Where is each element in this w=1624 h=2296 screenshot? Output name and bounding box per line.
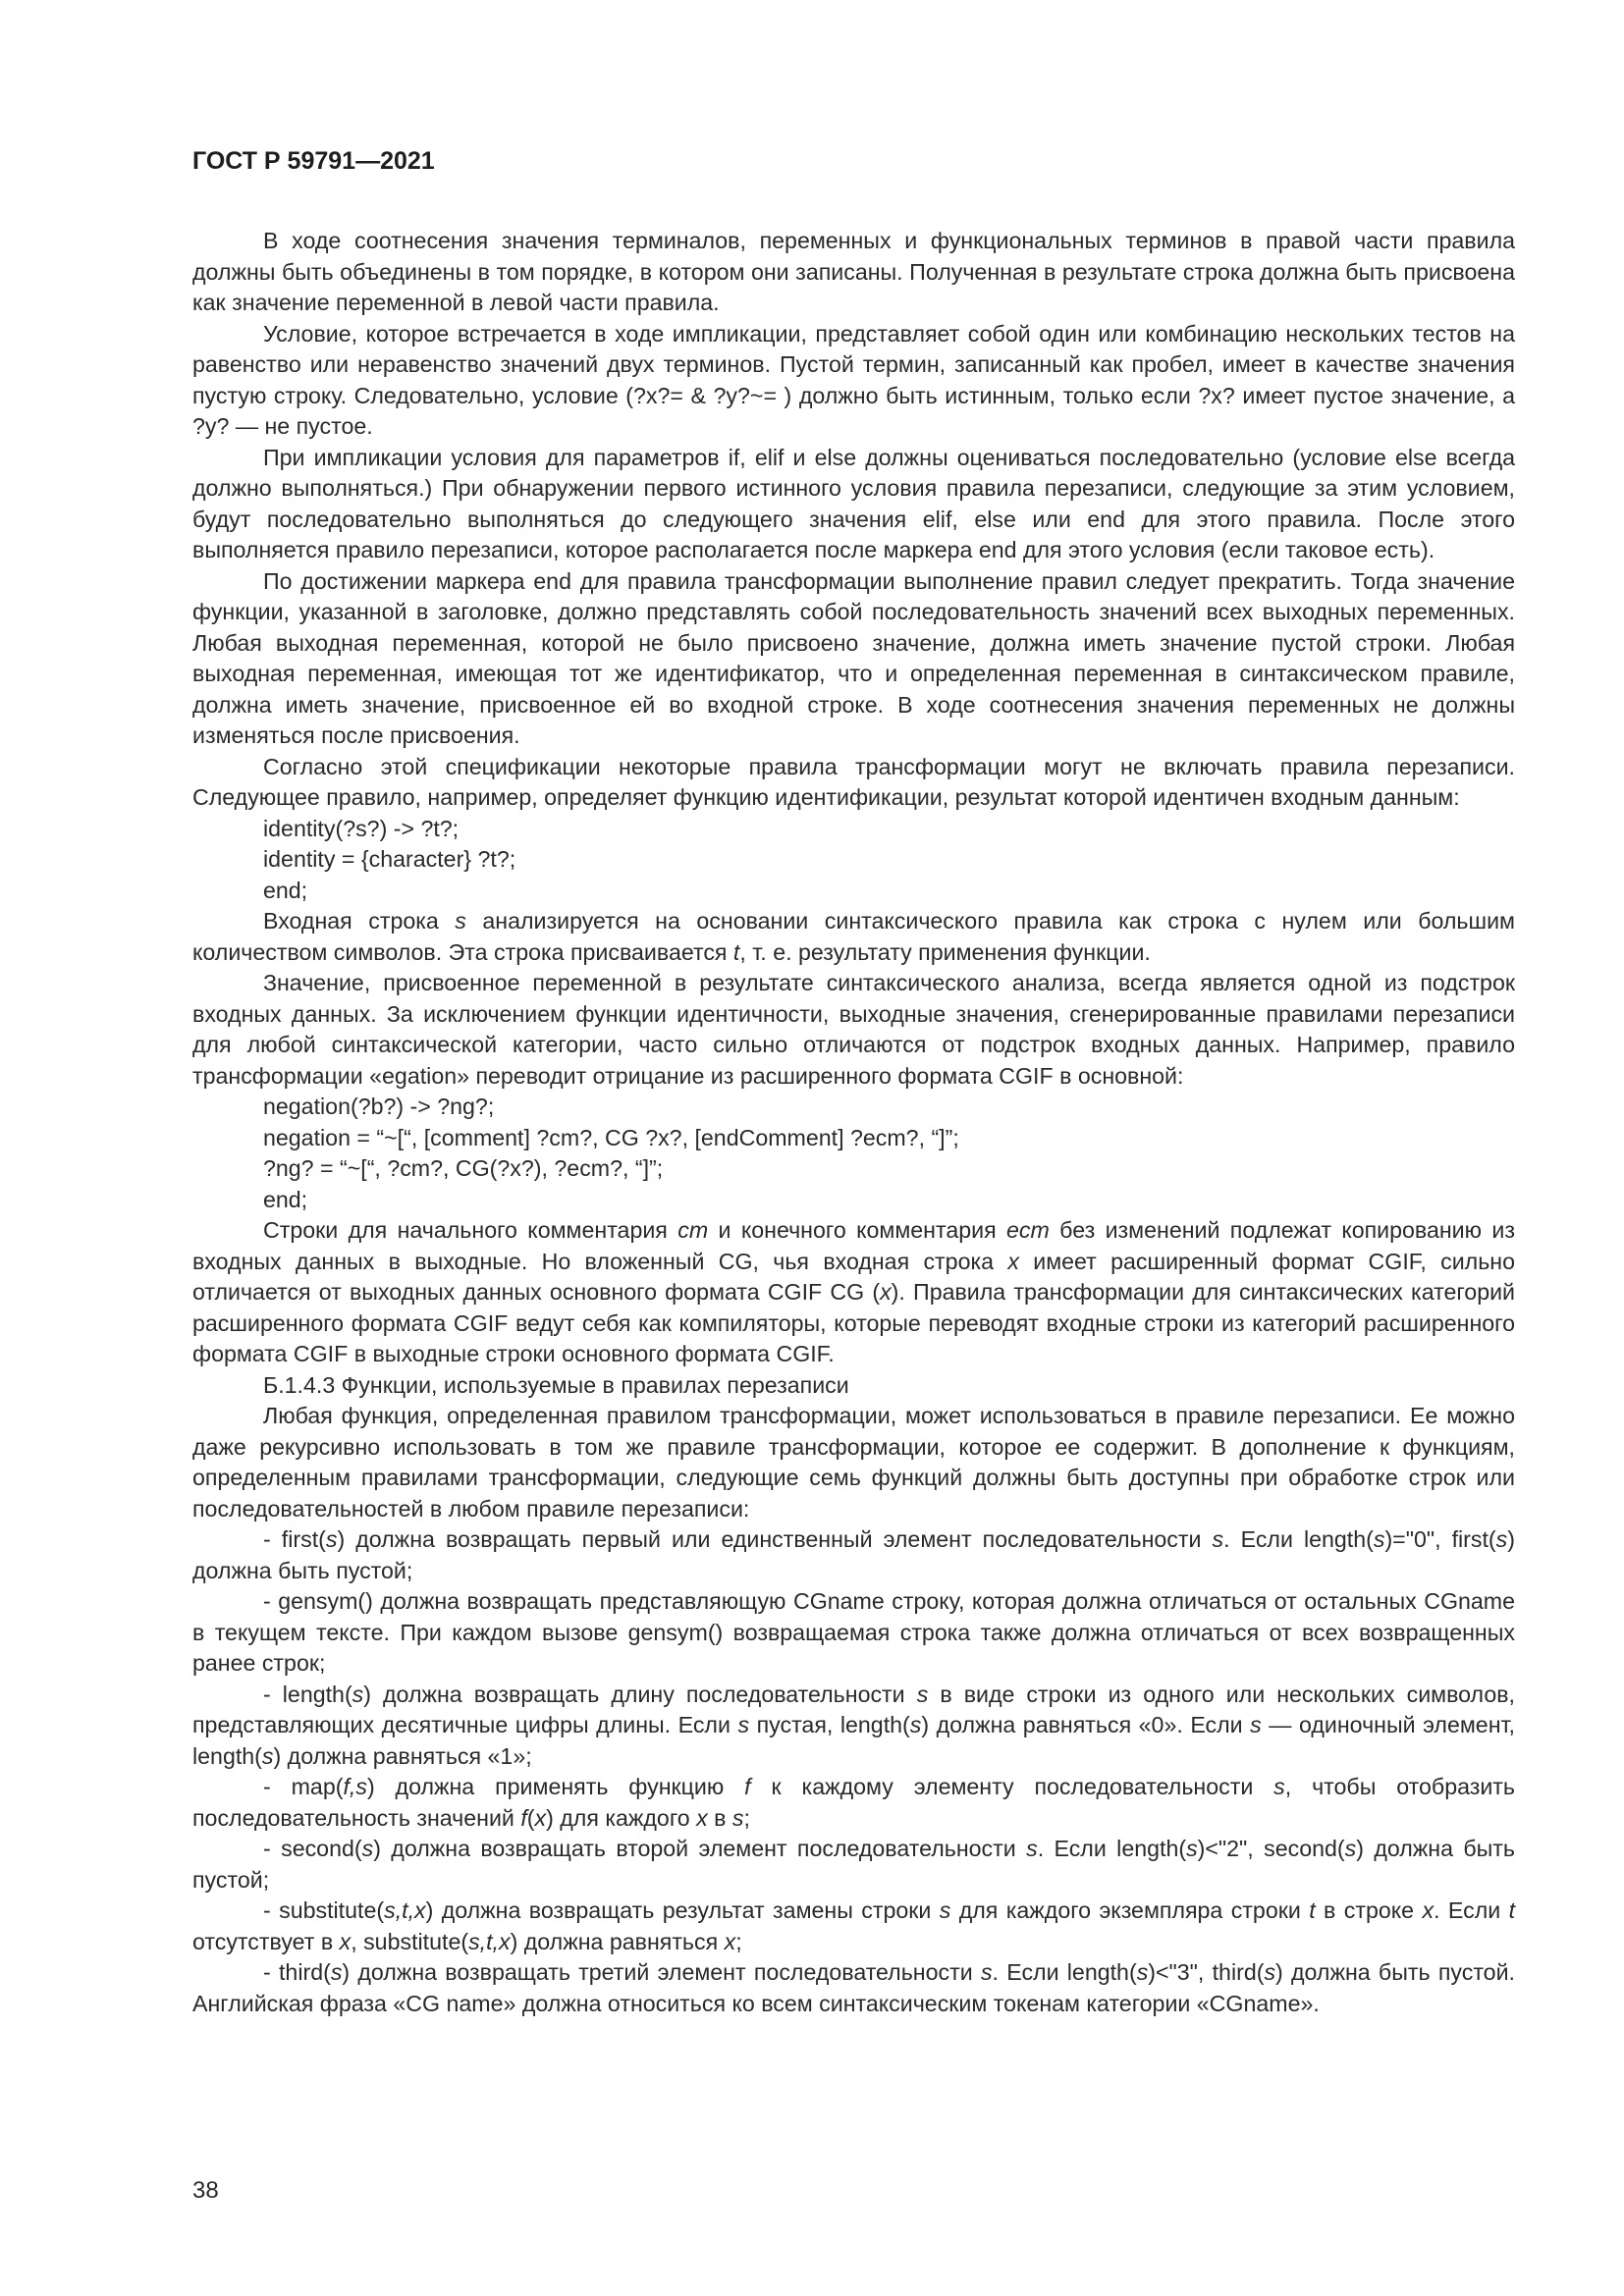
code-line: negation(?b?) -> ?ng?; <box>263 1094 495 1119</box>
paragraph: Условие, которое встречается в ходе импликации, представляет собой один или комбинацию нескольких тестов на равенство или неравенство значений двух терминов. Пустой термин, записанный как пробел, имеет в качестве значения пустую строку. Следовательно, условие (?x?= & ?y?~= ) должно быть истинным, только если ?x? имеет пустое значение, а ?y? — не пустое. <box>192 320 1515 439</box>
code-line: end; <box>263 1186 308 1212</box>
paragraph: Строки для начального комментария cm и конечного комментария ecm без изменений подлежат копированию из входных данных в выходные. Но вложенный CG, чья входная строка x имеет расширенный формат CGIF, сильно отличается от выходных данных основного формата CGIF CG (x). Правила трансформации для синтаксических категорий расширенного формата CGIF ведут себя как компиляторы, которые переводят входные строки из категорий расширенного формата CGIF в выходные строки основного формата CGIF. <box>192 1217 1515 1366</box>
code-line: end; <box>263 877 308 903</box>
section-heading: Б.1.4.3 Функции, используемые в правилах перезаписи <box>263 1371 849 1398</box>
document-header: ГОСТ Р 59791—2021 <box>192 147 435 175</box>
paragraph: Значение, присвоенное переменной в результате синтаксического анализа, всегда является одной из подстрок входных данных. За исключением функции идентичности, выходные значения, сгенерированные правилами перезаписи для любой синтаксической категории, часто сильно отличаются от подстрок входных данных. Например, правило трансформации «egation» переводит отрицание из расширенного формата CGIF в основной: <box>192 970 1515 1089</box>
paragraph: Согласно этой спецификации некоторые правила трансформации могут не включать правила перезаписи. Следующее правило, например, определяет функцию идентификации, результат которой идентичен входным данным: <box>192 753 1515 810</box>
code-line: negation = “~[“, [comment] ?cm?, CG ?x?, [endComment] ?ecm?, “]”; <box>263 1124 959 1150</box>
list-item: - first(s) должна возвращать первый или единственный элемент последовательности s. Если length(s)="0", first(s) должна быть пустой; <box>192 1526 1515 1583</box>
list-item: - substitute(s,t,x) должна возвращать результат замены строки s для каждого экземпляра строки t в строке x. Если t отсутствует в x, substitute(s,t,x) должна равняться x; <box>192 1897 1516 1954</box>
page-body <box>192 226 1515 2019</box>
code-line: ?ng? = “~[“, ?cm?, CG(?x?), ?ecm?, “]”; <box>263 1155 664 1181</box>
list-item: - gensym() должна возвращать представляющую CGname строку, которая должна отличаться от остальных CGname в текущем тексте. При каждом вызове gensym() возвращаемая строка также должна отличаться от всех возвращенных ранее строк; <box>192 1588 1515 1676</box>
list-item: - length(s) должна возвращать длину последовательности s в виде строки из одного или нескольких символов, представляющих десятичные цифры длины. Если s пустая, length(s) должна равняться «0». Если s — одиночный элемент, length(s) должна равняться «1»; <box>192 1681 1516 1769</box>
paragraph: При импликации условия для параметров if, elif и else должны оцениваться последовательно (условие else всегда должно выполняться.) При обнаружении первого истинного условия правила перезаписи, следующие за этим условием, будут последовательно выполняться до следующего значения elif, else или end для этого правила. После этого выполняется правило перезаписи, которое располагается после маркера end для этого условия (если таковое есть). <box>192 444 1515 562</box>
paragraph: По достижении маркера end для правила трансформации выполнение правил следует прекратить. Тогда значение функции, указанной в заголовке, должно представлять собой последовательность значений всех выходных переменных. Любая выходная переменная, которой не было присвоено значение, должна иметь значение пустой строки. Любая выходная переменная, имеющая тот же идентификатор, что и определенная переменная в синтаксическом правиле, должна иметь значение, присвоенное ей во входной строке. В ходе соотнесения значения переменных не должны изменяться после присвоения. <box>192 567 1515 748</box>
list-item: - second(s) должна возвращать второй элемент последовательности s. Если length(s)<"2", second(s) должна быть пустой; <box>192 1836 1516 1893</box>
code-line: identity(?s?) -> ?t?; <box>263 815 460 841</box>
paragraph: Любая функция, определенная правилом трансформации, может использоваться в правиле перезаписи. Ее можно даже рекурсивно использовать в том же правиле трансформации, которое ее содержит. В дополнение к функциям, определенным правилами трансформации, следующие семь функций должны быть доступны при обработке строк или последовательностей в любом правиле перезаписи: <box>192 1403 1515 1522</box>
list-item: - third(s) должна возвращать третий элемент последовательности s. Если length(s)<"3", third(s) должна быть пустой. Английская фраза «CG name» должна относиться ко всем синтаксическим токенам категории «CGname». <box>192 1959 1515 2016</box>
list-item: - map(f,s) должна применять функцию f к каждому элементу последовательности s, чтобы отобразить последовательность значений f(x) для каждого x в s; <box>192 1774 1516 1831</box>
paragraph: В ходе соотнесения значения терминалов, переменных и функциональных терминов в правой части правила должны быть объединены в том порядке, в котором они записаны. Полученная в результате строка должна быть присвоена как значение переменной в левой части правила. <box>192 228 1515 315</box>
page-number: 38 <box>192 2177 219 2204</box>
paragraph: Входная строка s анализируется на основании синтаксического правила как строка с нулем или большим количеством символов. Эта строка присваивается t, т. е. результату применения функции. <box>192 908 1515 965</box>
code-line: identity = {character} ?t?; <box>263 846 516 872</box>
